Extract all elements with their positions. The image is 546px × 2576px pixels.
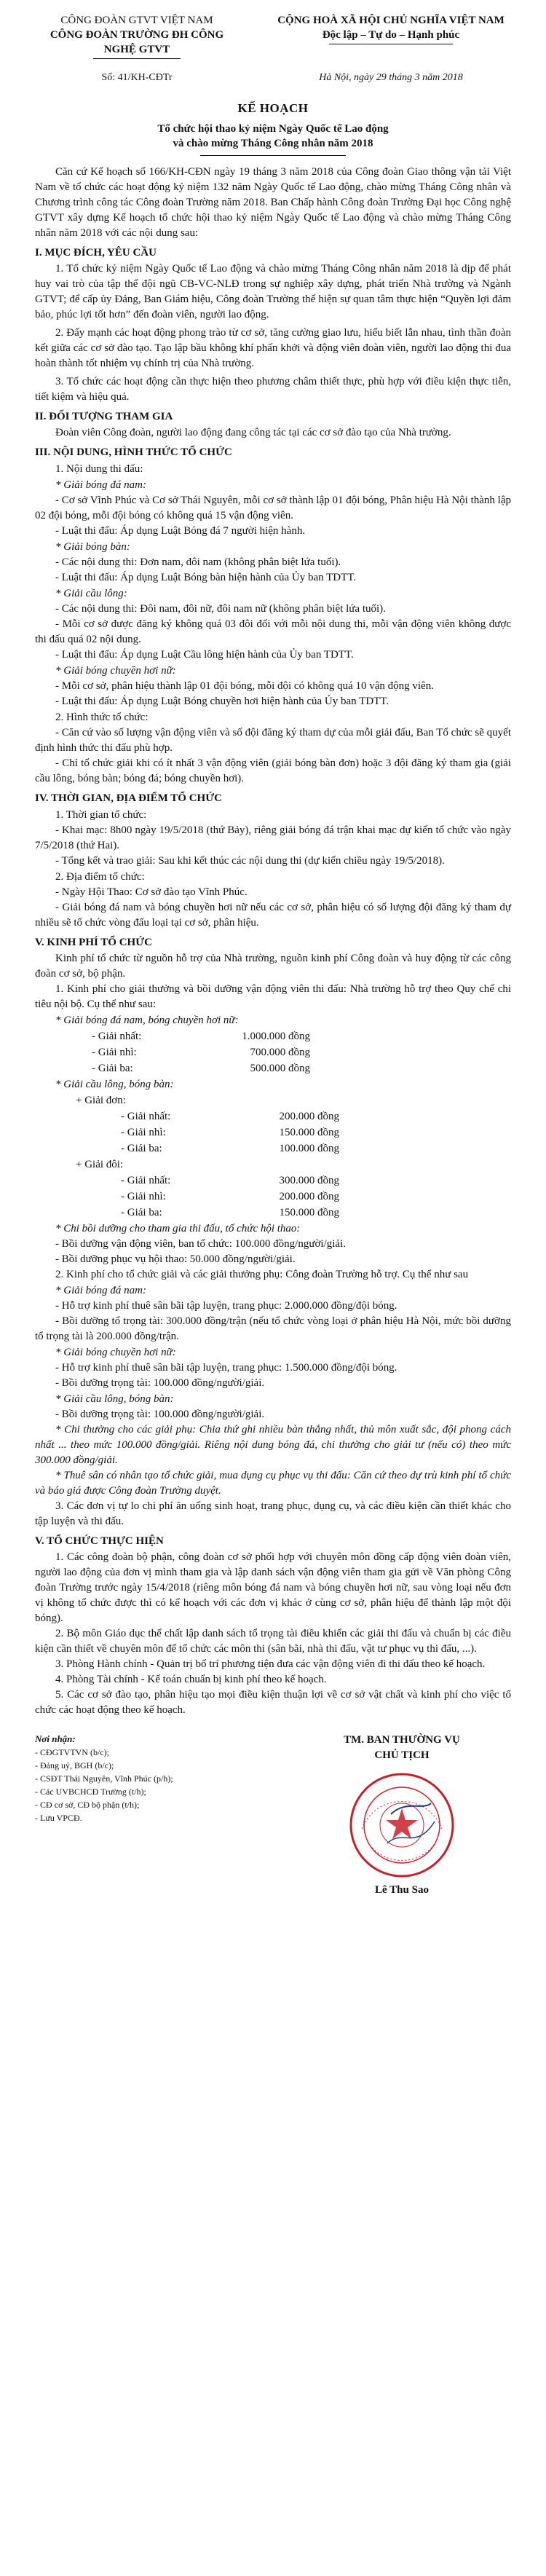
seal-stamp-icon — [347, 1770, 456, 1880]
prize-row: - Giải nhất: 1.000.000 đồng — [92, 1031, 310, 1042]
time-item-2: - Tổng kết và trao giải: Sau khi kết thúc các nội dung thi (dự kiến chiều ngày 19/5/2018). — [55, 855, 445, 867]
prize-list-football-volleyball — [35, 1028, 511, 1076]
football-heading: * Giải bóng đá nam: — [55, 479, 146, 491]
fund-football-item-2: - Bồi dưỡng tổ trọng tài: 300.000 đồng/trận (nếu tổ chức vòng loại ở phân hiệu Hà Nội, mức bồi dưỡng tổ trọng tài là 200.000 đồng/trận. — [35, 1315, 511, 1342]
recipients-title: Nơi nhận: — [35, 1733, 76, 1744]
fund-badminton-heading: * Giải cầu lông, bóng bàn: — [55, 1393, 174, 1405]
issuer-underline — [93, 58, 181, 59]
subtitle-line-1: Tổ chức hội thao kỷ niệm Ngày Quốc tế Lao động — [157, 123, 389, 135]
format-item-2: - Chỉ tổ chức giải khi có ít nhất 3 vận động viên (giải bóng bàn đơn) hoặc 3 đội đăng ký tham gia (giải cầu lông, bóng bàn; bóng đá; bóng chuyền hơi). — [35, 757, 511, 784]
football-item-1: - Cơ sở Vĩnh Phúc và Cơ sở Thái Nguyên, mỗi cơ sở thành lập 01 đội bóng, Phân hiệu Hà Nội thành lập 02 đội bóng, mỗi đội bóng có không quá 15 vận động viên. — [35, 495, 511, 521]
funding-item-2: 2. Kinh phí cho tổ chức giải và các giải thưởng phụ: Công đoàn Trường hỗ trợ. Cụ thể như sau — [55, 1269, 469, 1280]
signature-title: TM. BAN THƯỜNG VỤ — [344, 1734, 460, 1746]
section-3-sub-1: 1. Nội dung thi đấu: — [55, 463, 143, 475]
badminton-item-2: - Mỗi cơ sở được đăng ký không quá 03 đôi đối với mỗi nội dung thi, mỗi vận động viên không được thi đấu quá 02 nội dung. — [35, 618, 511, 645]
funding-item-3: 3. Các đơn vị tự lo chi phí ăn uống sinh hoạt, trang phục, dụng cụ, và các điều kiện cần thiết khác cho tập luyện và thi đấu. — [35, 1500, 511, 1527]
allowance-heading: * Chi bồi dưỡng cho tham gia thi đấu, tổ chức hội thao: — [55, 1223, 301, 1234]
recipient-item: - Lưu VPCĐ. — [35, 1813, 82, 1823]
section-5-heading: V. KINH PHÍ TỔ CHỨC — [35, 937, 152, 948]
prize-row: - Giải nhì: 700.000 đồng — [92, 1047, 310, 1058]
recipients-block — [35, 1733, 239, 1896]
table-tennis-item-2: - Luật thi đấu: Áp dụng Luật Bóng bàn hiện hành của Ủy ban TDTT. — [55, 572, 357, 583]
section-2-heading: II. ĐỐI TƯỢNG THAM GIA — [35, 411, 173, 422]
section-3-heading: III. NỘI DUNG, HÌNH THỨC TỔ CHỨC — [35, 446, 232, 458]
table-tennis-item-1: - Các nội dung thi: Đơn nam, đôi nam (không phân biệt lứa tuổi). — [55, 556, 341, 568]
country-name: CỘNG HOÀ XÃ HỘI CHỦ NGHĨA VIỆT NAM — [277, 15, 505, 26]
section-2-text: Đoàn viên Công đoàn, người lao động đang công tác tại các cơ sở đào tạo của Nhà trường. — [55, 427, 451, 438]
section-3-sub-2: 2. Hình thức tổ chức: — [55, 712, 149, 723]
prize-heading-football-volleyball: * Giải bóng đá nam, bóng chuyền hơi nữ: — [55, 1015, 239, 1026]
prize-row: - Giải nhất: 300.000 đồng — [121, 1175, 339, 1186]
fund-badminton-item-1: - Bồi dưỡng trọng tài: 100.000 đồng/người/giải. — [55, 1409, 265, 1420]
funding-intro: Kinh phí tổ chức từ nguồn hỗ trợ của Nhà trường, nguồn kinh phí Công đoàn và huy động từ các công đoàn cơ sở, bộ phận. — [35, 953, 511, 980]
volleyball-item-1: - Mỗi cơ sở, phân hiệu thành lập 01 đội bóng, mỗi đội có không quá 10 vận động viên. — [55, 680, 434, 692]
time-item-1: - Khai mạc: 8h00 ngày 19/5/2018 (thứ Bảy), riêng giải bóng đá trận khai mạc dự kiến tổ chức vào ngày 7/5/2018 (thứ Hai). — [35, 824, 511, 851]
format-item-1: - Căn cứ vào số lượng vận động viên và số đội đăng ký tham dự của mỗi giải đấu, Ban Tổ chức sẽ quyết định hình thức thi đấu phù hợp. — [35, 727, 511, 754]
allowance-item-1: - Bồi dưỡng vận động viên, ban tổ chức: 100.000 đồng/người/giải. — [55, 1238, 346, 1250]
singles-heading: + Giải đơn: — [76, 1095, 126, 1106]
venue-item-1: - Ngày Hội Thao: Cơ sở đào tạo Vĩnh Phúc. — [55, 886, 248, 898]
number-date-row — [35, 72, 511, 84]
badminton-item-1: - Các nội dung thi: Đôi nam, đôi nữ, đôi nam nữ (không phân biệt lứa tuổi). — [55, 603, 386, 615]
prize-row: - Giải ba: 500.000 đồng — [92, 1063, 310, 1074]
football-item-2: - Luật thi đấu: Áp dụng Luật Bóng đá 7 người hiện hành. — [55, 525, 306, 537]
fund-volleyball-item-2: - Bồi dưỡng trọng tài: 100.000 đồng/người/giải. — [55, 1377, 265, 1389]
section-1-item-3: 3. Tổ chức các hoạt động cần thực hiện theo phương châm thiết thực, phù hợp với điều kiện thực tiễn, tiết kiệm và hiệu quả. — [35, 376, 511, 403]
implementation-item-3: 3. Phòng Hành chính - Quản trị bố trí phương tiện đưa các vận động viên đi thi đấu theo kế hoạch. — [55, 1658, 486, 1670]
extra-prizes-text: * Chi thưởng cho các giải phụ: Chia thứ ghi nhiều bàn thắng nhất, thủ môn xuất sắc, đội phong cách nhất ... theo mức 100.000 đồng/giải. Riêng nội dung bóng đá, chi thưởng cho giải tư (nếu có) theo mức 300.000 đồng/giải. — [35, 1424, 511, 1466]
funding-item-1: 1. Kinh phí cho giải thưởng và bồi dưỡng vận động viên thi đấu: Nhà trường hỗ trợ theo Quy chế chi tiêu nội bộ. Cụ thể như sau: — [35, 983, 511, 1010]
implementation-item-1: 1. Các công đoàn bộ phận, công đoàn cơ sở phối hợp với chuyên môn đồng cấp động viên đoàn viên, người lao động của đơn vị mình tham gia và lập danh sách vận động viên tham gia gửi về Văn phòng Công đoàn Trường trước ngày 15/4/2018 (riêng môn bóng đá nam và bóng chuyền hơi nữ, sau vòng loại nếu đơn vị không tổ chức được thì có kế hoạch với các đơn vị khác ở cùng cơ sở, phân hiệu để thành lập một đội bóng). — [35, 1551, 511, 1624]
recipient-item: - Các UVBCHCĐ Trường (t/h); — [35, 1787, 146, 1797]
implementation-item-4: 4. Phòng Tài chính - Kế toán chuẩn bị kinh phí theo kế hoạch. — [55, 1674, 327, 1685]
signature-position: CHỦ TỊCH — [374, 1749, 430, 1761]
implementation-item-5: 5. Các cơ sở đào tạo, phân hiệu tạo mọi điều kiện thuận lợi về cơ sở vật chất và kinh phí cho việc tổ chức các hoạt động theo kế hoạch. — [35, 1689, 511, 1716]
fund-football-item-1: - Hỗ trợ kinh phí thuê sân bãi tập luyện, trang phục: 2.000.000 đồng/đội bóng. — [55, 1300, 397, 1312]
parent-org: CÔNG ĐOÀN GTVT VIỆT NAM — [60, 15, 213, 26]
document-number: Số: 41/KH-CĐTr — [101, 72, 173, 83]
document-date: Hà Nội, ngày 29 tháng 3 năm 2018 — [319, 72, 463, 83]
national-motto-block — [271, 13, 511, 59]
fund-football-heading: * Giải bóng đá nam: — [55, 1285, 146, 1296]
volleyball-heading: * Giải bóng chuyền hơi nữ: — [55, 665, 176, 677]
recipient-item: - CĐ cơ sở, CĐ bộ phận (t/h); — [35, 1800, 140, 1810]
prize-row: - Giải nhất: 200.000 đồng — [121, 1111, 339, 1122]
prize-row: - Giải ba: 100.000 đồng — [121, 1143, 339, 1154]
field-rental-text: * Thuê sân có nhân tạo tổ chức giải, mua dụng cụ phục vụ thi đấu: Căn cứ theo dự trù kinh phí tổ chức và báo giá được Công đoàn Trường duyệt. — [35, 1470, 511, 1497]
section-1-item-1: 1. Tổ chức kỷ niệm Ngày Quốc tế Lao động và chào mừng Tháng Công nhân năm 2018 là dịp để phát huy vai trò của tập thể đội ngũ CB-VC-NLĐ trong sự nghiệp xây dựng, phát triển Nhà trường và Ngành GTVT; để cấp ủy Đảng, Ban Giám hiệu, Công đoàn Trường thể hiện sự quan tâm thực hiện “Quyền lợi đảm bảo, phúc lợi tốt hơn” đến đoàn viên, người lao động. — [35, 263, 511, 320]
implementation-item-2: 2. Bộ môn Giáo dục thể chất lập danh sách tổ trọng tài điều khiển các giải thi đấu và chuẩn bị các điều kiện cần thiết về chuyên môn để tổ chức các môn thi (sân bãi, nhà thi đấu, vật tư phục vụ thi đấu, ...). — [35, 1628, 511, 1655]
document-page — [35, 13, 511, 1896]
document-header — [35, 13, 511, 59]
signer-name: Lê Thu Sao — [375, 1884, 429, 1896]
document-title: KẾ HOẠCH — [237, 101, 309, 115]
section-6-heading: V. TỔ CHỨC THỰC HIỆN — [35, 1535, 164, 1547]
subtitle-line-2: và chào mừng Tháng Công nhân năm 2018 — [173, 138, 373, 149]
signature-block — [293, 1733, 511, 1896]
table-tennis-heading: * Giải bóng bàn: — [55, 541, 130, 553]
venue-item-2: - Giải bóng đá nam và bóng chuyền hơi nữ nếu các cơ sở, phân hiệu có số lượng đội đăng ký tham dự nhiều sẽ tổ chức vòng đấu loại tại cơ sở, phân hiệu. — [35, 902, 511, 929]
official-seal — [347, 1770, 456, 1880]
document-subtitle — [35, 122, 511, 151]
intro-paragraph: Căn cứ Kế hoạch số 166/KH-CĐN ngày 19 tháng 3 năm 2018 của Công đoàn Giao thông vận tải Việt Nam về tổ chức các hoạt động kỷ niệm 132 năm Ngày Quốc tế Lao động, chào mừng Tháng Công nhân và Chương trình công tác Công đoàn Trường năm 2018. Ban Chấp hành Công đoàn Trường Đại học Công nghệ GTVT xây dựng Kế hoạch tổ chức hội thao kỷ niệm Ngày Quốc tế Lao động và chào mừng Tháng Công nhân năm 2018 với các nội dung sau: — [35, 166, 511, 239]
section-4-sub-1: 1. Thời gian tổ chức: — [55, 809, 147, 821]
recipient-item: - CSĐT Thái Nguyên, Vĩnh Phúc (p/h); — [35, 1773, 173, 1784]
prize-row: - Giải nhì: 200.000 đồng — [121, 1191, 339, 1202]
fund-volleyball-item-1: - Hỗ trợ kinh phí thuê sân bãi tập luyện, trang phục: 1.500.000 đồng/đội bóng. — [55, 1362, 397, 1374]
section-1-item-2: 2. Đẩy mạnh các hoạt động phong trào từ cơ sở, tăng cường giao lưu, hiểu biết lẫn nhau, tình thần đoàn kết giữa các cơ sở đào tạo. Tạo lập bầu không khí phấn khởi và động viên đoàn viên, người lao động thi đua hoàn thành tốt nhiệm vụ chính trị của Nhà trường. — [35, 327, 511, 369]
badminton-item-3: - Luật thi đấu: Áp dụng Luật Cầu lông hiện hành của Ủy ban TDTT. — [55, 649, 354, 661]
prize-heading-badminton-tabletennis: * Giải cầu lông, bóng bàn: — [55, 1079, 174, 1090]
fund-volleyball-heading: * Giải bóng chuyền hơi nữ: — [55, 1347, 176, 1358]
badminton-heading: * Giải cầu lông: — [55, 588, 127, 599]
recipient-item: - Đảng uỷ, BGH (b/c); — [35, 1760, 114, 1770]
volleyball-item-2: - Luật thi đấu: Áp dụng Luật Bóng chuyền hơi hiện hành của Ủy ban TDTT. — [55, 696, 389, 707]
subtitle-underline — [200, 155, 346, 156]
section-4-heading: IV. THỜI GIAN, ĐỊA ĐIỂM TỔ CHỨC — [35, 792, 222, 804]
issuing-org: CÔNG ĐOÀN TRƯỜNG ĐH CÔNG NGHỆ GTVT — [50, 29, 224, 55]
prize-list-doubles — [35, 1173, 511, 1221]
section-1-heading: I. MỤC ĐÍCH, YÊU CẦU — [35, 247, 157, 259]
document-footer — [35, 1733, 511, 1896]
doubles-heading: + Giải đôi: — [76, 1159, 124, 1170]
prize-list-singles — [35, 1108, 511, 1157]
motto: Độc lập – Tự do – Hạnh phúc — [322, 29, 460, 41]
section-4-sub-2: 2. Địa điểm tổ chức: — [55, 871, 145, 883]
issuer-block — [35, 13, 239, 59]
prize-row: - Giải nhì: 150.000 đồng — [121, 1127, 339, 1138]
recipient-item: - CĐGTVTVN (b/c); — [35, 1747, 109, 1757]
prize-row: - Giải ba: 150.000 đồng — [121, 1207, 339, 1218]
allowance-item-2: - Bồi dưỡng phục vụ hội thao: 50.000 đồng/người/giải. — [55, 1253, 296, 1265]
